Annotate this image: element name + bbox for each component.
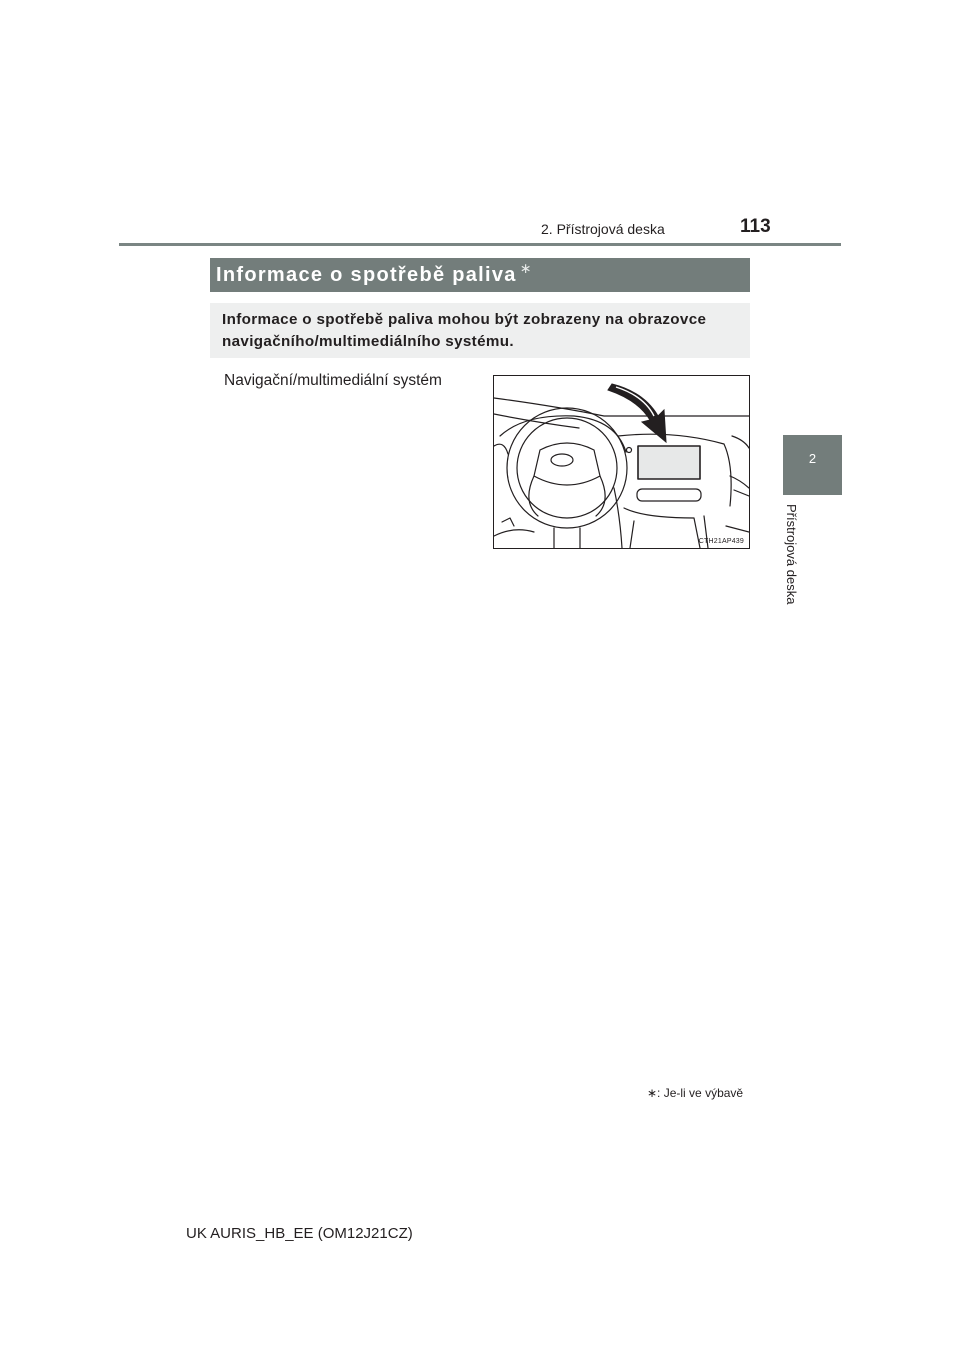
left-lower [494,518,534,536]
footnote: ∗: Je-li ve výbavě [647,1086,744,1100]
section-title-bar [210,258,750,292]
side-tab-number: 2 [808,451,817,466]
steering-column [554,528,580,548]
instrument-hood [500,416,626,452]
display-screen [638,446,700,479]
side-tab-title: Přístrojová deska [784,504,799,605]
right-vent [730,436,749,496]
steering-wheel-hub [534,443,600,485]
info-text: Informace o spotřebě paliva mohou být zobrazeny na obrazovce navigačního/multimediálního systému. [222,311,707,350]
header-rule [119,243,841,246]
footer-model: UK AURIS_HB_EE (OM12J21CZ) [186,1225,413,1242]
pointer-arrow-icon [608,384,666,442]
section-title: Informace o spotřebě paliva [216,263,517,286]
illustration-code: CTH21AP439 [698,538,744,545]
dash-mid-line [614,488,622,548]
steering-spoke-left [529,476,538,516]
title-asterisk: ∗ [519,259,532,276]
dash-contour [494,444,508,454]
chapter-header: 2. Přístrojová deska [541,221,665,237]
dashboard-illustration [493,375,750,549]
dash-top-line [494,398,749,416]
steering-wheel-inner [517,418,617,518]
page-number: 113 [740,216,771,237]
console-lower [624,508,700,548]
vent-panel [637,489,701,501]
steering-emblem [551,454,573,466]
control-knob [627,448,632,453]
console-side [630,521,634,548]
illustration-label: Navigační/multimediální systém [224,372,442,389]
info-box [210,303,750,358]
dashboard-drawing [494,376,749,548]
steering-spoke-right [596,476,605,516]
